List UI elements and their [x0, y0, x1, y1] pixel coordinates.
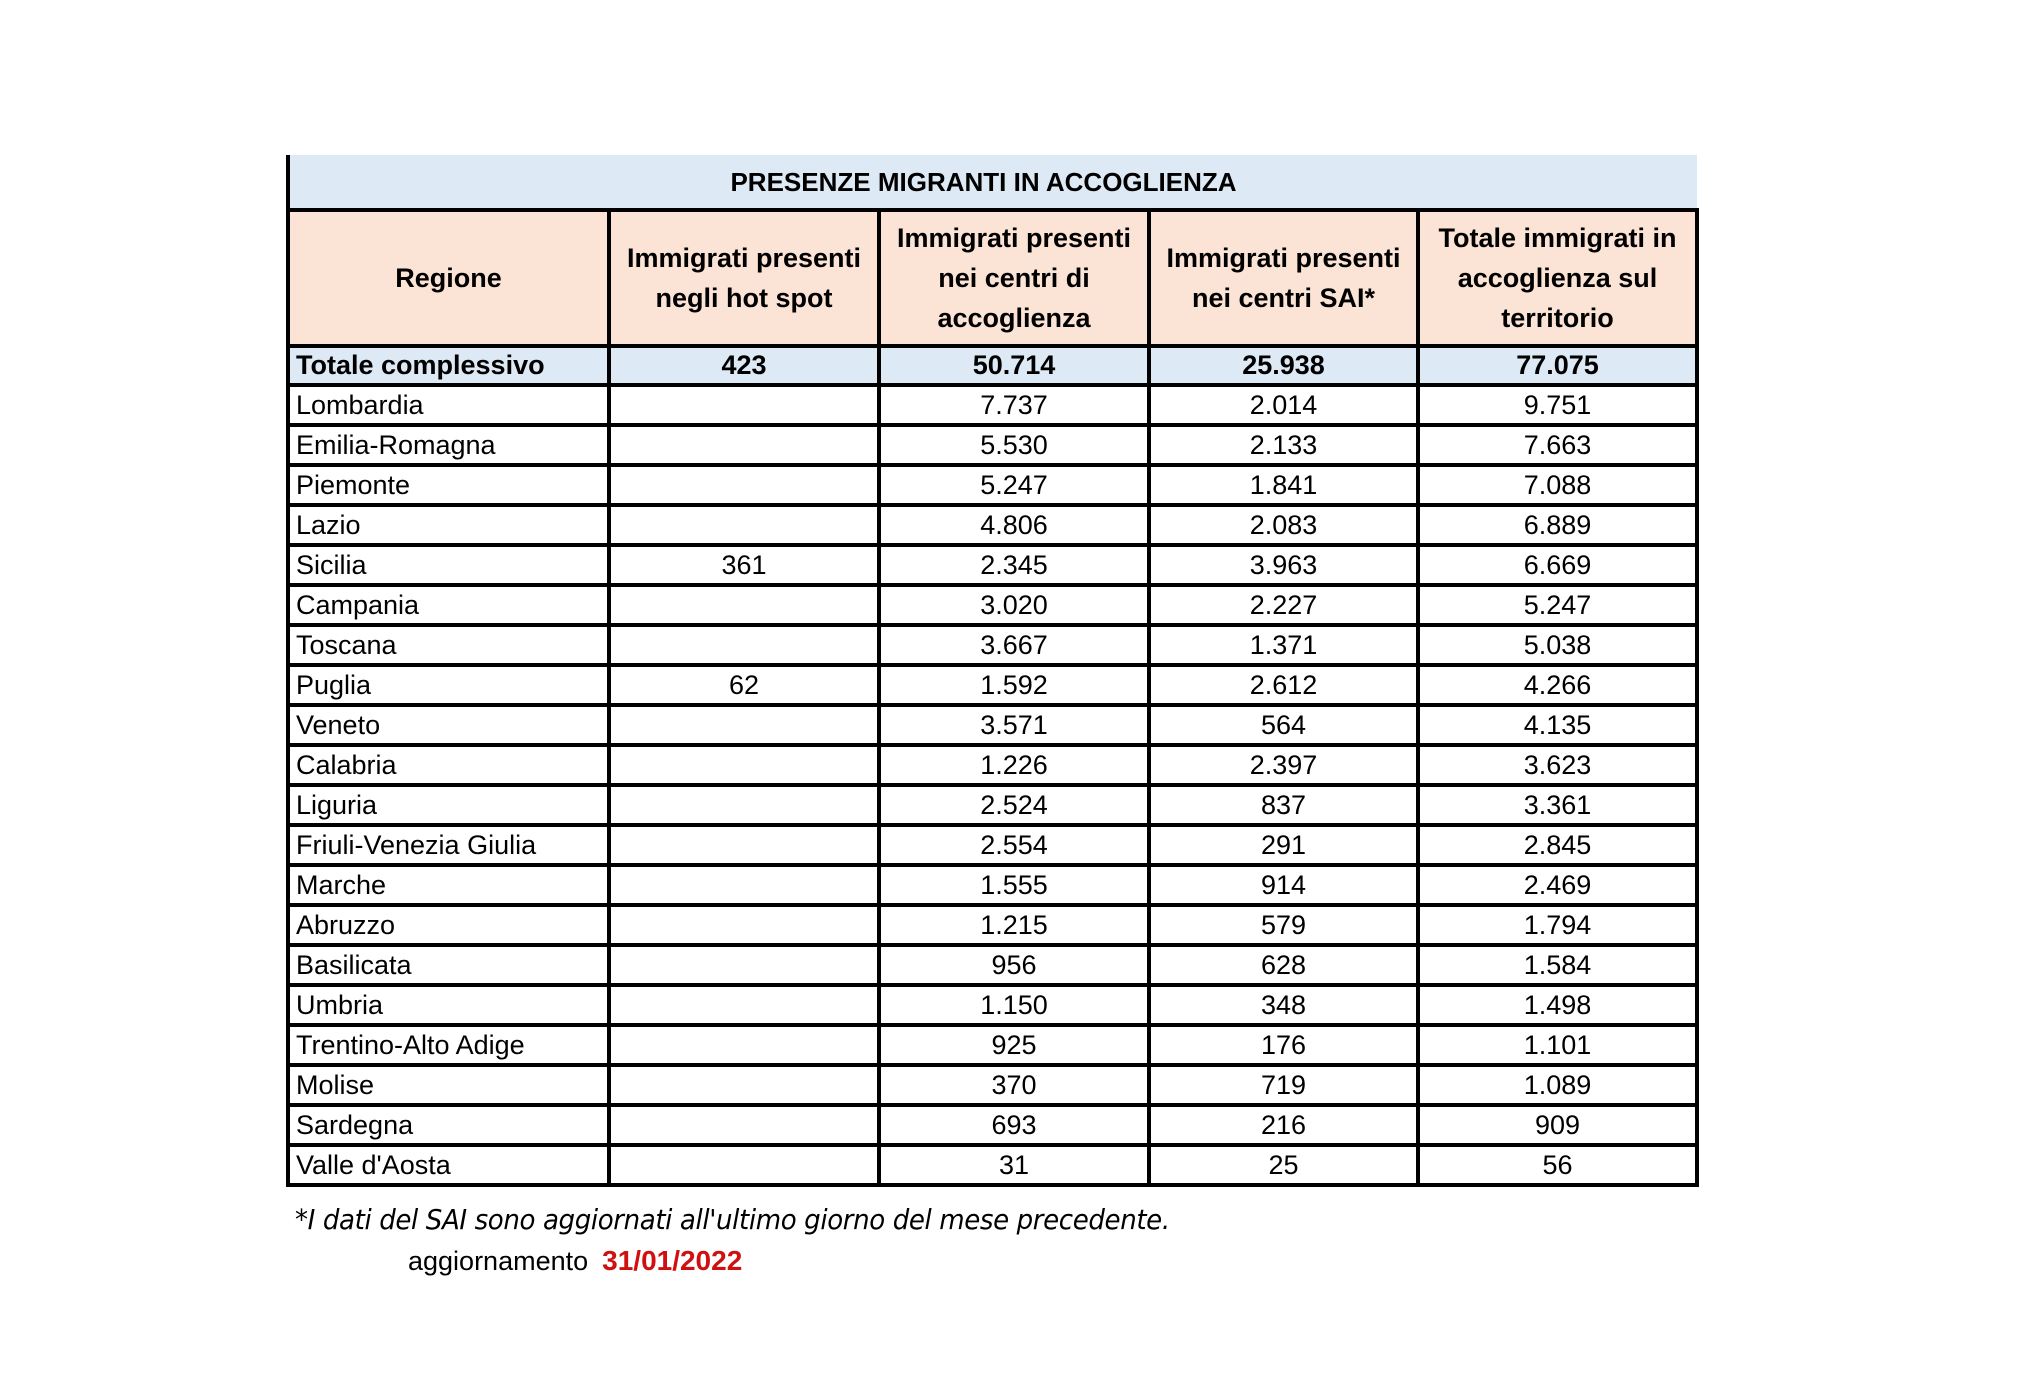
cell-totale: 909: [1418, 1105, 1697, 1145]
cell-centri-sai: 25: [1149, 1145, 1418, 1185]
cell-centri-accoglienza: 1.226: [879, 745, 1149, 785]
cell-totale: 5.247: [1418, 585, 1697, 625]
cell-centri-accoglienza: 2.524: [879, 785, 1149, 825]
cell-centri-sai: 579: [1149, 905, 1418, 945]
table-title-row: [288, 155, 1697, 210]
cell-hot-spot: [609, 1145, 879, 1185]
cell-regione: Lombardia: [288, 385, 609, 425]
cell-totale: 4.266: [1418, 665, 1697, 705]
total-centri-sai: 25.938: [1149, 346, 1418, 385]
cell-centri-accoglienza: 7.737: [879, 385, 1149, 425]
cell-totale: 1.794: [1418, 905, 1697, 945]
table-row: [288, 1145, 1697, 1185]
migrant-presence-table: [286, 155, 1699, 1187]
table-title: PRESENZE MIGRANTI IN ACCOGLIENZA: [288, 155, 1697, 210]
table-row: [288, 585, 1697, 625]
migrant-presence-table-container: [286, 155, 1695, 1187]
cell-centri-sai: 216: [1149, 1105, 1418, 1145]
cell-totale: 3.623: [1418, 745, 1697, 785]
cell-hot-spot: 62: [609, 665, 879, 705]
cell-hot-spot: [609, 1065, 879, 1105]
cell-hot-spot: [609, 825, 879, 865]
cell-regione: Trentino-Alto Adige: [288, 1025, 609, 1065]
cell-regione: Liguria: [288, 785, 609, 825]
cell-centri-accoglienza: 2.554: [879, 825, 1149, 865]
cell-centri-accoglienza: 3.667: [879, 625, 1149, 665]
cell-totale: 2.469: [1418, 865, 1697, 905]
cell-centri-sai: 564: [1149, 705, 1418, 745]
cell-centri-sai: 2.083: [1149, 505, 1418, 545]
cell-centri-sai: 1.371: [1149, 625, 1418, 665]
update-label: aggiornamento: [408, 1246, 589, 1276]
cell-centri-accoglienza: 1.592: [879, 665, 1149, 705]
total-hot-spot: 423: [609, 346, 879, 385]
cell-centri-accoglienza: 956: [879, 945, 1149, 985]
cell-hot-spot: [609, 585, 879, 625]
cell-regione: Sardegna: [288, 1105, 609, 1145]
cell-centri-sai: 348: [1149, 985, 1418, 1025]
cell-regione: Friuli-Venezia Giulia: [288, 825, 609, 865]
total-centri-accoglienza: 50.714: [879, 346, 1149, 385]
cell-regione: Lazio: [288, 505, 609, 545]
table-row: [288, 1025, 1697, 1065]
table-row: [288, 905, 1697, 945]
update-line: [408, 1245, 742, 1277]
cell-centri-accoglienza: 925: [879, 1025, 1149, 1065]
cell-centri-accoglienza: 693: [879, 1105, 1149, 1145]
cell-centri-accoglienza: 1.150: [879, 985, 1149, 1025]
cell-totale: 56: [1418, 1145, 1697, 1185]
table-row: [288, 1065, 1697, 1105]
cell-centri-accoglienza: 1.555: [879, 865, 1149, 905]
cell-centri-sai: 2.014: [1149, 385, 1418, 425]
total-row: [288, 346, 1697, 385]
cell-hot-spot: [609, 705, 879, 745]
cell-regione: Campania: [288, 585, 609, 625]
table-row: [288, 425, 1697, 465]
cell-centri-accoglienza: 4.806: [879, 505, 1149, 545]
cell-centri-sai: 2.227: [1149, 585, 1418, 625]
cell-hot-spot: [609, 745, 879, 785]
cell-hot-spot: [609, 385, 879, 425]
footnote: *I dati del SAI sono aggiornati all'ultimo giorno del mese precedente.: [295, 1203, 1170, 1236]
cell-totale: 6.889: [1418, 505, 1697, 545]
table-header-row: [288, 210, 1697, 346]
cell-hot-spot: [609, 505, 879, 545]
cell-centri-sai: 291: [1149, 825, 1418, 865]
table-row: [288, 465, 1697, 505]
cell-centri-accoglienza: 370: [879, 1065, 1149, 1105]
cell-totale: 1.089: [1418, 1065, 1697, 1105]
cell-hot-spot: [609, 945, 879, 985]
column-header-totale: Totale immigrati in accoglienza sul territorio: [1418, 210, 1697, 346]
cell-centri-sai: 628: [1149, 945, 1418, 985]
cell-hot-spot: [609, 625, 879, 665]
cell-totale: 1.584: [1418, 945, 1697, 985]
column-header-hot-spot: Immigrati presenti negli hot spot: [609, 210, 879, 346]
cell-regione: Veneto: [288, 705, 609, 745]
update-date: 31/01/2022: [602, 1245, 743, 1276]
cell-centri-sai: 2.133: [1149, 425, 1418, 465]
cell-regione: Calabria: [288, 745, 609, 785]
cell-centri-accoglienza: 1.215: [879, 905, 1149, 945]
total-label: Totale complessivo: [288, 346, 609, 385]
cell-centri-accoglienza: 5.530: [879, 425, 1149, 465]
cell-regione: Marche: [288, 865, 609, 905]
total-totale: 77.075: [1418, 346, 1697, 385]
cell-centri-accoglienza: 3.571: [879, 705, 1149, 745]
table-row: [288, 865, 1697, 905]
cell-totale: 1.101: [1418, 1025, 1697, 1065]
cell-totale: 5.038: [1418, 625, 1697, 665]
cell-centri-accoglienza: 31: [879, 1145, 1149, 1185]
table-row: [288, 985, 1697, 1025]
cell-centri-sai: 914: [1149, 865, 1418, 905]
cell-centri-sai: 719: [1149, 1065, 1418, 1105]
cell-centri-sai: 176: [1149, 1025, 1418, 1065]
cell-totale: 3.361: [1418, 785, 1697, 825]
cell-hot-spot: [609, 865, 879, 905]
cell-totale: 4.135: [1418, 705, 1697, 745]
table-row: [288, 625, 1697, 665]
cell-regione: Sicilia: [288, 545, 609, 585]
cell-hot-spot: [609, 905, 879, 945]
cell-totale: 7.663: [1418, 425, 1697, 465]
cell-hot-spot: [609, 465, 879, 505]
cell-regione: Puglia: [288, 665, 609, 705]
cell-totale: 9.751: [1418, 385, 1697, 425]
table-row: [288, 785, 1697, 825]
cell-regione: Umbria: [288, 985, 609, 1025]
table-row: [288, 385, 1697, 425]
cell-hot-spot: [609, 785, 879, 825]
cell-hot-spot: [609, 1105, 879, 1145]
table-body: [288, 385, 1697, 1185]
cell-totale: 7.088: [1418, 465, 1697, 505]
cell-centri-accoglienza: 2.345: [879, 545, 1149, 585]
cell-centri-sai: 2.397: [1149, 745, 1418, 785]
cell-centri-accoglienza: 3.020: [879, 585, 1149, 625]
table-row: [288, 705, 1697, 745]
cell-totale: 2.845: [1418, 825, 1697, 865]
cell-regione: Toscana: [288, 625, 609, 665]
table-row: [288, 945, 1697, 985]
cell-hot-spot: 361: [609, 545, 879, 585]
cell-totale: 6.669: [1418, 545, 1697, 585]
cell-regione: Basilicata: [288, 945, 609, 985]
cell-regione: Emilia-Romagna: [288, 425, 609, 465]
cell-centri-accoglienza: 5.247: [879, 465, 1149, 505]
cell-regione: Piemonte: [288, 465, 609, 505]
cell-regione: Abruzzo: [288, 905, 609, 945]
table-row: [288, 745, 1697, 785]
column-header-centri-accoglienza: Immigrati presenti nei centri di accoglienza: [879, 210, 1149, 346]
cell-totale: 1.498: [1418, 985, 1697, 1025]
table-row: [288, 505, 1697, 545]
cell-centri-sai: 837: [1149, 785, 1418, 825]
cell-centri-sai: 3.963: [1149, 545, 1418, 585]
cell-centri-sai: 2.612: [1149, 665, 1418, 705]
cell-hot-spot: [609, 985, 879, 1025]
table-row: [288, 545, 1697, 585]
table-row: [288, 825, 1697, 865]
cell-hot-spot: [609, 425, 879, 465]
cell-centri-sai: 1.841: [1149, 465, 1418, 505]
table-row: [288, 1105, 1697, 1145]
cell-regione: Valle d'Aosta: [288, 1145, 609, 1185]
cell-regione: Molise: [288, 1065, 609, 1105]
column-header-regione: Regione: [288, 210, 609, 346]
column-header-centri-sai: Immigrati presenti nei centri SAI*: [1149, 210, 1418, 346]
cell-hot-spot: [609, 1025, 879, 1065]
table-row: [288, 665, 1697, 705]
